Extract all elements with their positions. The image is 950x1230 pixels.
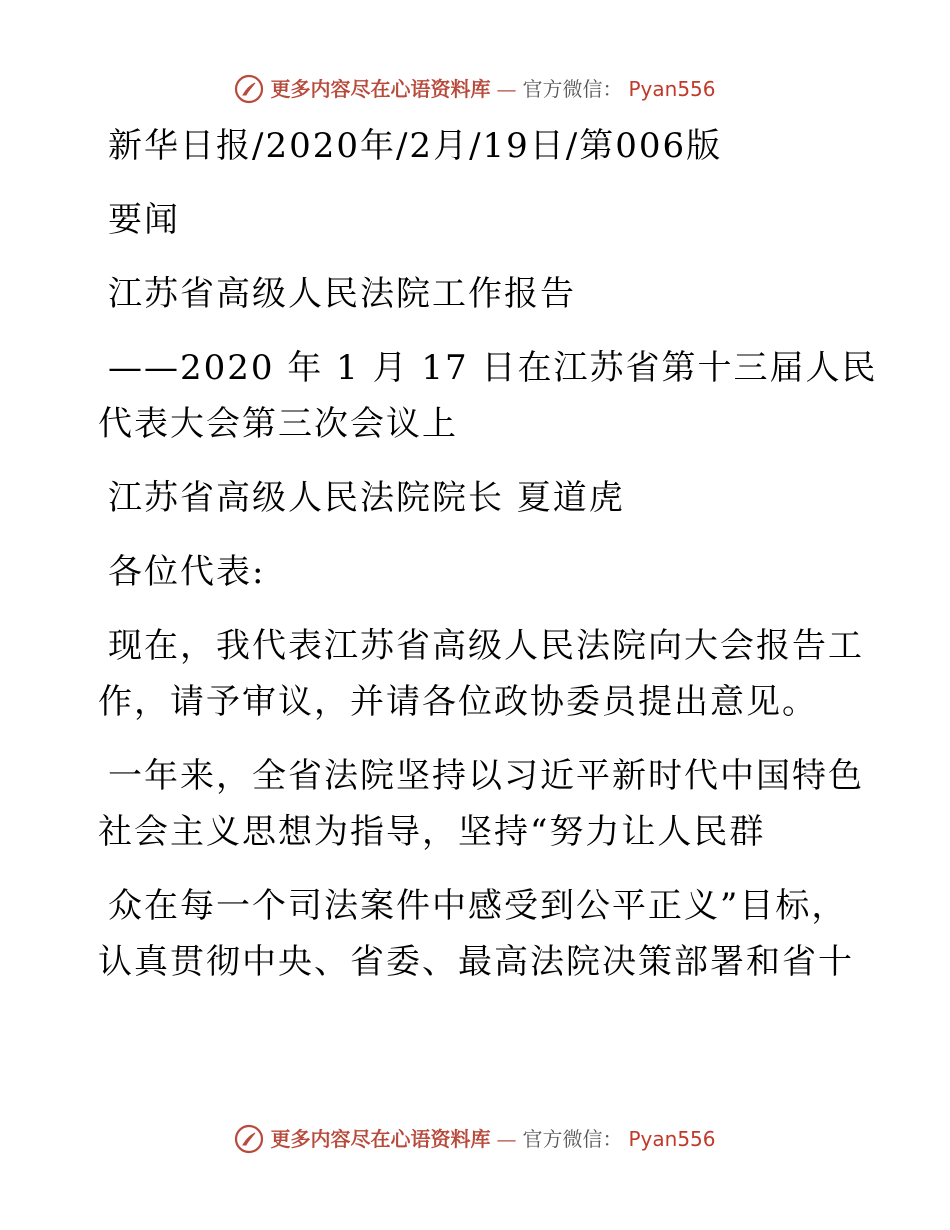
dateline: 新华日报/2020年/2月/19日/第006版 xyxy=(108,126,723,166)
paragraph-2-line-2: 社会主义思想为指导，坚持“努力让人民群 xyxy=(98,812,766,852)
salutation: 各位代表: xyxy=(108,552,266,592)
subtitle-line-2: 代表大会第三次会议上 xyxy=(98,404,458,444)
feather-pen-icon xyxy=(234,74,264,104)
watermark-dash: — xyxy=(496,1127,517,1151)
subtitle-line-1: ——2020 年 1 月 17 日在江苏省第十三届人民 xyxy=(108,348,878,388)
article-title: 江苏省高级人民法院工作报告 xyxy=(108,274,576,314)
paragraph-3-line-1: 众在每一个司法案件中感受到公平正义”目标， xyxy=(108,886,848,926)
feather-pen-icon xyxy=(234,1124,264,1154)
paragraph-3-line-2: 认真贯彻中央、省委、最高法院决策部署和省十 xyxy=(98,942,854,982)
watermark-dash: — xyxy=(496,77,517,101)
watermark-sub-text: 官方微信： xyxy=(522,1127,623,1151)
watermark-wechat-id: Pyan556 xyxy=(628,1127,716,1151)
author-line: 江苏省高级人民法院院长 夏道虎 xyxy=(108,478,625,518)
paragraph-2-line-1: 一年来，全省法院坚持以习近平新时代中国特色 xyxy=(108,756,864,796)
watermark-header xyxy=(0,74,950,104)
section-label: 要闻 xyxy=(108,200,180,240)
watermark-sub-text: 官方微信： xyxy=(522,77,623,101)
paragraph-1-line-2: 作，请予审议，并请各位政协委员提出意见。 xyxy=(98,682,818,722)
watermark-main-text: 更多内容尽在心语资料库 xyxy=(270,1127,491,1151)
watermark-wechat-id: Pyan556 xyxy=(628,77,716,101)
paragraph-1-line-1: 现在，我代表江苏省高级人民法院向大会报告工 xyxy=(108,626,864,666)
watermark-main-text: 更多内容尽在心语资料库 xyxy=(270,77,491,101)
article-body xyxy=(98,118,878,990)
watermark-footer xyxy=(0,1124,950,1154)
